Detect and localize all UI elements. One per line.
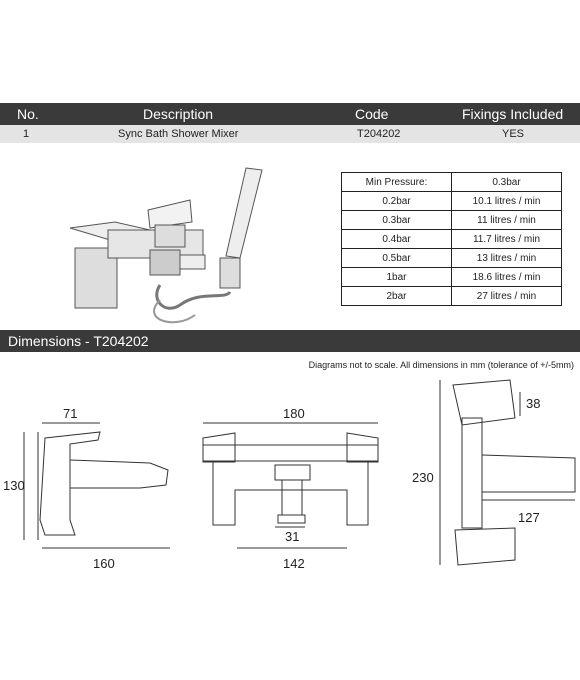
flow-cell: 11 litres / min: [452, 211, 562, 230]
table-row: [342, 249, 562, 268]
dim-front-base: 142: [283, 556, 305, 571]
cell-description: Sync Bath Shower Mixer: [118, 128, 239, 140]
pressure-cell: 0.2bar: [342, 192, 452, 211]
pressure-cell: Min Pressure:: [342, 173, 452, 192]
pressure-cell: 0.3bar: [342, 211, 452, 230]
dimensions-note: Diagrams not to scale. All dimensions in mm (tolerance of +/-5mm): [308, 360, 574, 370]
dim-front-width: 180: [283, 406, 305, 421]
pressure-cell: 1bar: [342, 268, 452, 287]
flow-cell: 11.7 litres / min: [452, 230, 562, 249]
header-code: Code: [355, 106, 389, 122]
table-row: [342, 268, 562, 287]
table-row: [342, 173, 562, 192]
cell-fixings: YES: [502, 128, 525, 140]
product-table-header: [0, 103, 580, 125]
table-row: [342, 287, 562, 306]
dim-rear-height: 230: [412, 470, 434, 485]
flow-cell: 13 litres / min: [452, 249, 562, 268]
cell-code: T204202: [357, 128, 401, 140]
flow-cell: 10.1 litres / min: [452, 192, 562, 211]
cell-no: 1: [23, 128, 30, 140]
dimensions-bar: [0, 330, 580, 352]
flow-cell: 18.6 litres / min: [452, 268, 562, 287]
pressure-table: [341, 172, 562, 306]
header-no: No.: [17, 106, 39, 122]
mixer-photo: [70, 200, 205, 308]
pressure-cell: 0.4bar: [342, 230, 452, 249]
table-row: [342, 211, 562, 230]
dim-side-top: 71: [63, 406, 78, 421]
header-fixings: Fixings Included: [462, 106, 564, 122]
flow-cell: 27 litres / min: [452, 287, 562, 306]
flow-cell: 0.3bar: [452, 173, 562, 192]
pressure-cell: 2bar: [342, 287, 452, 306]
dim-rear-top: 38: [526, 396, 541, 411]
dimensions-title: Dimensions - T204202: [8, 333, 149, 349]
dim-front-gap: 31: [285, 529, 300, 544]
dim-side-height: 130: [3, 478, 25, 493]
table-row: [342, 192, 562, 211]
table-row: [342, 230, 562, 249]
table-row: [0, 125, 580, 143]
dim-side-length: 160: [93, 556, 115, 571]
pressure-cell: 0.5bar: [342, 249, 452, 268]
dim-rear-depth: 127: [518, 510, 540, 525]
header-description: Description: [143, 106, 214, 122]
